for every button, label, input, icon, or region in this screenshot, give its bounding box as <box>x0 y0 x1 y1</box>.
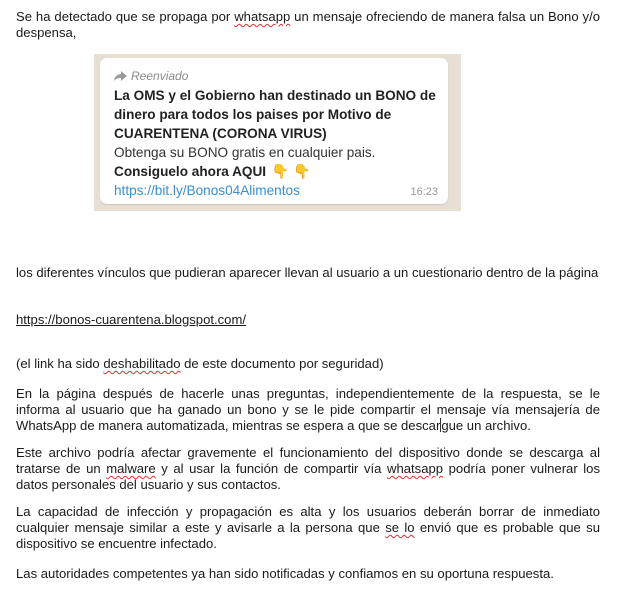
message-line-4: Obtenga su BONO gratis en cualquier pais. <box>114 145 376 160</box>
page-paragraph <box>16 386 600 434</box>
infection-paragraph-pre: La capacidad de infección y propagación es alta y los usuarios deberán borrar de inmediato cualquier mensaje similar a este y avisarle a la persona que <box>16 504 600 535</box>
intro-paragraph <box>16 9 600 41</box>
disabled-note <box>16 356 600 372</box>
infection-paragraph-post: envió que es probable que su dispositivo se encuentre infectado. <box>16 520 600 551</box>
forwarded-label <box>114 68 188 84</box>
message-cta: Consiguelo ahora AQUI <box>114 164 267 179</box>
forward-arrow-icon <box>114 71 127 81</box>
message-line-1: La OMS y el Gobierno han destinado un BONO de <box>114 88 436 103</box>
forwarded-text: Reenviado <box>131 69 189 83</box>
links-paragraph: los diferentes vínculos que pudieran aparecer llevan al usuario a un cuestionario dentro de la página <box>16 265 599 280</box>
pointing-down-icon: 👇 👇 <box>271 163 311 179</box>
disabled-note-pre: (el link ha sido <box>16 356 104 371</box>
file-flagged-word-whatsapp: whatsapp <box>387 461 444 476</box>
url-paragraph <box>16 312 600 328</box>
message-cta-line <box>114 162 444 181</box>
file-paragraph-mid: y al usar la función de compartir vía <box>155 461 388 476</box>
whatsapp-message-bubble <box>100 58 448 204</box>
phishing-url-link[interactable]: https://bonos-cuarentena.blogspot.com/ <box>16 312 247 327</box>
disabled-note-post: de este documento por seguridad) <box>180 356 384 371</box>
whatsapp-message-text <box>114 86 444 200</box>
message-line-3: CUARENTENA (CORONA VIRUS) <box>114 126 327 141</box>
intro-flagged-word: whatsapp <box>234 9 291 24</box>
intro-text-post: un mensaje ofreciendo de manera falsa un Bono y/o despensa, <box>16 9 600 40</box>
message-link[interactable]: https://bit.ly/Bonos04Alimentos <box>114 183 300 198</box>
file-paragraph <box>16 445 600 493</box>
file-paragraph-post: podría poner vulnerar los datos personales del usuario y sus contactos. <box>16 461 600 492</box>
file-paragraph-pre: Este archivo podría afectar gravemente el funcionamiento del dispositivo donde se descarga al tratarse de un <box>16 445 600 476</box>
page-paragraph-tail: gue un archivo. <box>441 418 531 433</box>
message-line-2: dinero para todos los paises por Motivo de <box>114 107 392 122</box>
authorities-paragraph: Las autoridades competentes ya han sido notificadas y confiamos en su oportuna respuesta. <box>16 566 554 581</box>
infection-paragraph <box>16 504 600 552</box>
message-timestamp: 16:23 <box>410 186 438 198</box>
file-flagged-word-malware: malware <box>106 461 156 476</box>
whatsapp-screenshot <box>94 54 461 211</box>
infection-flagged-word: se lo <box>385 520 415 535</box>
page-paragraph-main: En la página después de hacerle unas preguntas, independientemente de la respuesta, se le informa al usuario que ha ganado un bono y se le pide compartir el mensaje vía mensajería de WhatsApp de manera automatizada, mientras se espera a que se descar <box>16 386 600 433</box>
intro-text-pre: Se ha detectado que se propaga por <box>16 9 235 24</box>
disabled-note-flagged-word: deshabilitado <box>103 356 181 371</box>
